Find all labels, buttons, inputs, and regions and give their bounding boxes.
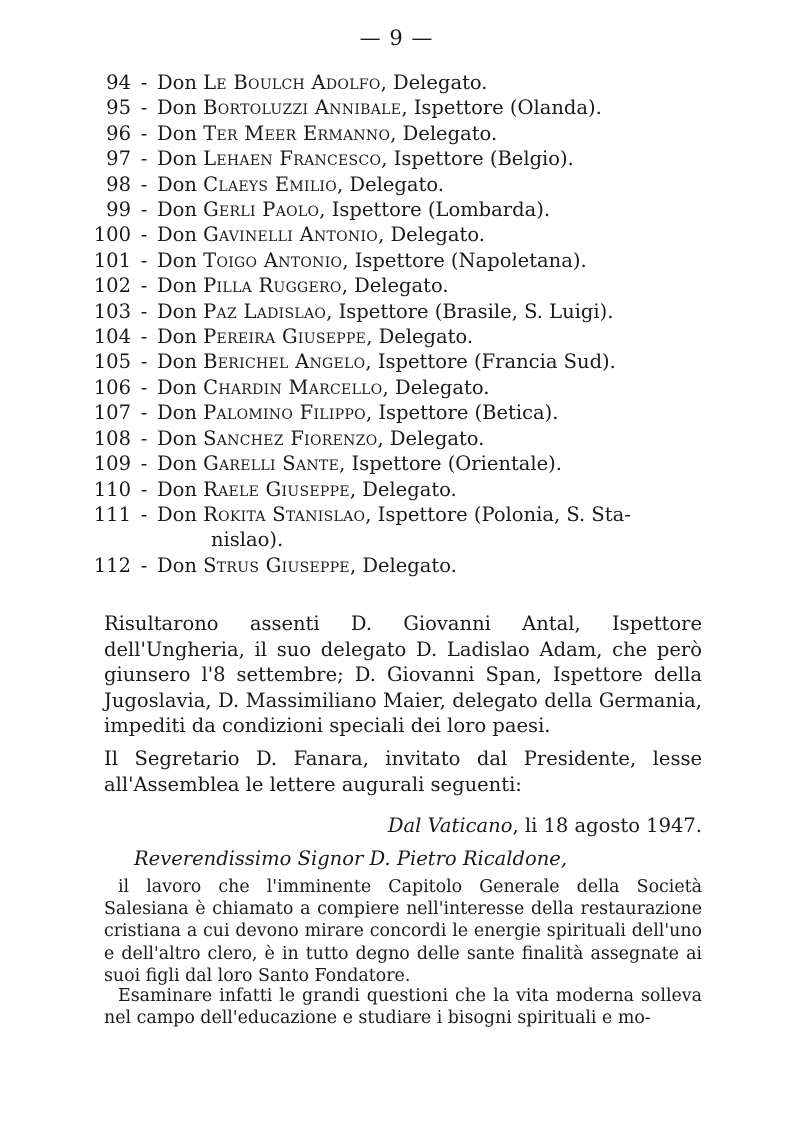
member-dash: - xyxy=(140,401,148,425)
member-number: 106 xyxy=(93,375,131,399)
member-title: Don xyxy=(157,172,197,196)
member-entry xyxy=(157,121,728,146)
member-dash: - xyxy=(140,274,148,298)
member-title: Don xyxy=(157,325,197,349)
member-entry xyxy=(157,349,728,374)
member-dash: - xyxy=(140,477,148,501)
list-item xyxy=(88,502,728,527)
member-name: Sanchez Fiorenzo xyxy=(203,426,378,450)
member-entry xyxy=(157,248,728,273)
member-dash: - xyxy=(140,121,148,145)
member-role: , Ispettore (Polonia, S. Sta- xyxy=(365,502,631,526)
member-name: Palomino Filippo xyxy=(203,401,366,425)
member-number: 109 xyxy=(93,452,131,476)
members-list xyxy=(88,70,728,578)
member-title: Don xyxy=(157,426,197,450)
member-dash: - xyxy=(140,452,148,476)
paragraph-secretary: Il Segretario D. Fanara, invitato dal Presidente, lesse all'Assemblea le lettere augurali seguenti: xyxy=(104,747,702,796)
member-dash: - xyxy=(140,299,148,323)
member-name: Garelli Sante xyxy=(203,452,340,476)
member-role: , Delegato. xyxy=(341,274,449,298)
list-item xyxy=(88,426,728,451)
member-title: Don xyxy=(157,71,197,94)
member-role: , Delegato. xyxy=(377,426,485,450)
member-name: Strus Giuseppe xyxy=(203,553,350,577)
member-entry xyxy=(157,70,728,95)
member-name: Raele Giuseppe xyxy=(203,477,350,501)
member-entry xyxy=(157,222,728,247)
member-title: Don xyxy=(157,96,197,120)
paragraph-absent: Risultarono assenti D. Giovanni Antal, Ispettore dell'Ungheria, il suo delegato D. Ladislao Adam, che però giunsero l'8 settembre; D. Giovanni Span, Ispettore della Jugoslavia, D. Massimiliano Maier, delegato della Germania, impediti da condizioni speciali dei loro paesi. xyxy=(104,612,702,738)
member-name: Bortoluzzi Annibale xyxy=(203,96,402,120)
member-entry xyxy=(157,273,728,298)
member-dash: - xyxy=(140,147,148,171)
list-item xyxy=(88,324,728,349)
member-title: Don xyxy=(157,147,197,171)
list-item xyxy=(88,146,728,171)
member-dash: - xyxy=(140,71,148,94)
member-title: Don xyxy=(157,223,197,247)
member-name: Toigo Antonio xyxy=(203,248,343,272)
member-entry xyxy=(157,451,728,476)
member-number: 110 xyxy=(93,477,131,501)
member-name: Pilla Ruggero xyxy=(203,274,342,298)
member-number: 101 xyxy=(93,248,131,272)
member-entry xyxy=(157,197,728,222)
member-number: 100 xyxy=(93,223,131,247)
member-number: 104 xyxy=(93,325,131,349)
member-title: Don xyxy=(157,401,197,425)
member-role: , Ispettore (Betica). xyxy=(365,401,559,425)
member-number: 94 xyxy=(106,71,131,94)
member-title: Don xyxy=(157,477,197,501)
list-item xyxy=(88,222,728,247)
member-entry xyxy=(157,299,728,324)
member-dash: - xyxy=(140,375,148,399)
member-number: 103 xyxy=(93,299,131,323)
letter-paragraph-1: il lavoro che l'imminente Capitolo Generale della Società Salesiana è chiamato a compiere nell'interesse della restaurazione cristiana a cui devono mirare concordi le energie spirituali dell'uno e dell'altro clero, è in tutto degno delle sante finalità assegnate ai suoi figli dal loro Santo Fondatore. xyxy=(104,877,702,986)
member-role: , Ispettore (Napoletana). xyxy=(342,248,587,272)
member-dash: - xyxy=(140,248,148,272)
list-item xyxy=(88,375,728,400)
member-title: Don xyxy=(157,452,197,476)
member-dash: - xyxy=(140,426,148,450)
member-title: Don xyxy=(157,299,197,323)
member-number: 107 xyxy=(93,401,131,425)
member-number: 111 xyxy=(93,502,131,526)
member-number: 108 xyxy=(93,426,131,450)
member-role: , Delegato. xyxy=(349,477,457,501)
member-role: , Delegato. xyxy=(380,71,488,94)
member-role: , Delegato. xyxy=(337,172,444,196)
member-name: Ter Meer Ermanno xyxy=(203,121,391,145)
member-number: 97 xyxy=(106,147,131,171)
member-number: 99 xyxy=(106,198,131,222)
page-number: — 9 — xyxy=(359,26,434,50)
member-name: Le Boulch Adolfo xyxy=(203,71,381,94)
member-entry xyxy=(157,95,728,120)
list-item xyxy=(88,451,728,476)
member-title: Don xyxy=(157,350,197,374)
member-dash: - xyxy=(140,96,148,120)
member-role: , Delegato. xyxy=(378,223,485,247)
member-entry xyxy=(157,400,728,425)
member-name: Gerli Paolo xyxy=(203,198,320,222)
member-role: , Ispettore (Olanda). xyxy=(401,96,602,120)
member-dash: - xyxy=(140,223,148,247)
member-dash: - xyxy=(140,350,148,374)
member-role: , Ispettore (Lombarda). xyxy=(319,198,551,222)
list-item xyxy=(88,273,728,298)
member-name: Berichel Angelo xyxy=(203,350,366,374)
member-name: Lehaen Francesco xyxy=(203,147,382,171)
member-name: Claeys Emilio xyxy=(203,172,338,196)
member-entry xyxy=(157,146,728,171)
member-role: , Ispettore (Brasile, S. Luigi). xyxy=(326,299,614,323)
list-item xyxy=(88,553,728,578)
member-number: 112 xyxy=(93,553,131,577)
member-role: , Delegato. xyxy=(382,375,490,399)
member-title: Don xyxy=(157,121,197,145)
letter-place: Dal Vaticano xyxy=(387,814,513,837)
member-entry xyxy=(157,502,728,527)
member-role: , Ispettore (Francia Sud). xyxy=(365,350,616,374)
member-title: Don xyxy=(157,375,197,399)
member-number: 96 xyxy=(106,121,131,145)
member-title: Don xyxy=(157,502,197,526)
member-entry xyxy=(157,172,728,197)
member-number: 105 xyxy=(93,350,131,374)
member-dash: - xyxy=(140,172,148,196)
member-dash: - xyxy=(140,198,148,222)
list-item xyxy=(88,70,728,95)
list-item xyxy=(88,172,728,197)
member-role: , Ispettore (Orientale). xyxy=(339,452,562,476)
member-role: , Delegato. xyxy=(366,325,474,349)
member-number: 102 xyxy=(93,274,131,298)
member-role: , Delegato. xyxy=(390,121,498,145)
member-entry xyxy=(157,324,728,349)
letter-paragraph-2: Esaminare infatti le grandi questioni che la vita moderna solleva nel campo dell'educazione e studiare i bisogni spirituali e mo- xyxy=(104,986,702,1029)
member-dash: - xyxy=(140,502,148,526)
member-title: Don xyxy=(157,274,197,298)
list-item xyxy=(88,95,728,120)
list-item xyxy=(88,121,728,146)
member-entry xyxy=(157,477,728,502)
list-item xyxy=(88,248,728,273)
member-dash: - xyxy=(140,325,148,349)
member-role-continuation: nislao). xyxy=(211,528,284,552)
list-item xyxy=(88,197,728,222)
list-item xyxy=(88,299,728,324)
member-title: Don xyxy=(157,553,197,577)
list-item xyxy=(88,400,728,425)
member-name: Pereira Giuseppe xyxy=(203,325,367,349)
letter-date xyxy=(104,813,702,838)
letter-salutation: Reverendissimo Signor D. Pietro Ricaldone, xyxy=(134,847,568,870)
member-name: Chardin Marcello xyxy=(203,375,383,399)
member-name: Rokita Stanislao xyxy=(203,502,366,526)
member-dash: - xyxy=(140,553,148,577)
member-entry xyxy=(157,426,728,451)
member-number: 98 xyxy=(106,172,131,196)
member-entry xyxy=(157,553,728,578)
member-name: Gavinelli Antonio xyxy=(203,223,379,247)
member-role: , Delegato. xyxy=(349,553,457,577)
list-item xyxy=(88,477,728,502)
member-title: Don xyxy=(157,198,197,222)
member-role: , Ispettore (Belgio). xyxy=(381,147,574,171)
letter-date-text: , li 18 agosto 1947. xyxy=(512,814,702,837)
list-item xyxy=(88,349,728,374)
member-number: 95 xyxy=(106,96,131,120)
member-title: Don xyxy=(157,248,197,272)
member-name: Paz Ladislao xyxy=(203,299,327,323)
member-entry xyxy=(157,375,728,400)
